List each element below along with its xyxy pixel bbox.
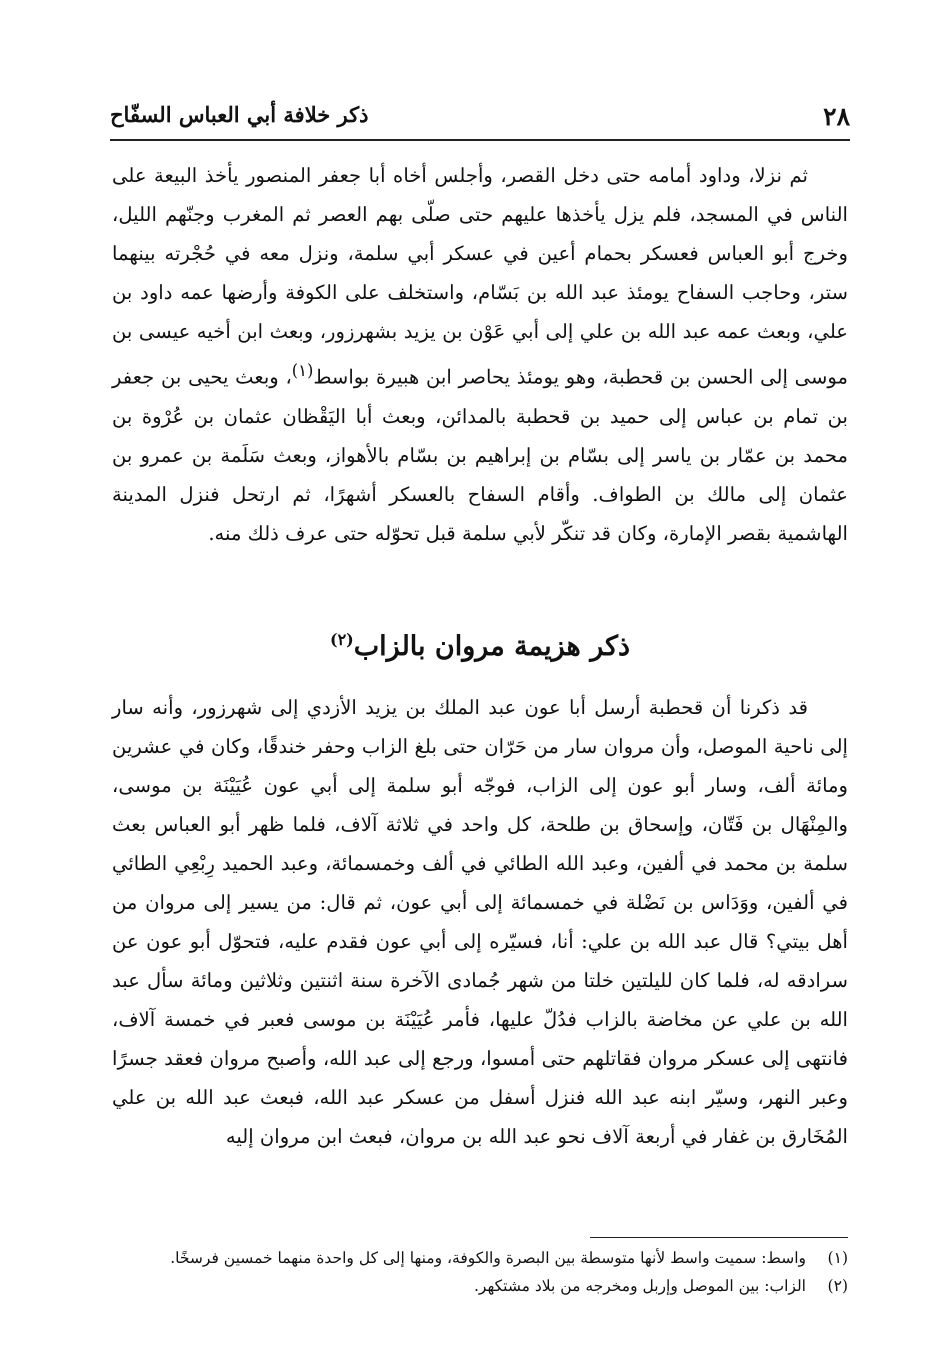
- footnote-ref-2: (٢): [330, 630, 354, 649]
- page-number: ٢٨: [823, 102, 850, 131]
- section-heading-text: ذكر هزيمة مروان بالزاب: [353, 631, 630, 662]
- paragraph-1-text: ثم نزلا، وداود أمامه حتى دخل القصر، وأجلس أخاه أبا جعفر المنصور يأخذ البيعة على الناس في المسجد، فلم يزل يأخذها عليهم حتى صلّى بهم العصر ثم المغرب وجنّهم الليل، وخرج أبو العباس فعسكر بحمام أعين في عسكر أبي سلمة، ونزل معه في حُجْرته بينهما ستر، وحاجب السفاح يومئذ عبد الله بن بَسّام، واستخلف على الكوفة وأرضها عمه داود بن علي، وبعث عمه عبد الله بن علي إلى أبي عَوْن بن يزيد بشهرزور، وبعث ابن أخيه عيسى بن موسى إلى الحسن بن قحطبة، وهو يومئذ يحاصر ابن هبيرة بواسط: [112, 164, 848, 389]
- header-rule: [110, 139, 850, 141]
- footnote-text: الزاب: بين الموصل وإربل ومخرجه من بلاد مشتكهر.: [473, 1277, 806, 1295]
- page-header: [110, 98, 850, 136]
- footnote-text: واسط: سميت واسط لأنها متوسطة بين البصرة والكوفة، ومنها إلى كل واحدة منهما خمسين فرسخًا.: [170, 1249, 806, 1267]
- footnote-ref-1: (١): [291, 361, 314, 380]
- running-title: ذكر خلافة أبي العباس السفّاح: [110, 102, 369, 127]
- footnote-1: [112, 1244, 848, 1272]
- footnote-separator: [590, 1237, 848, 1238]
- section-body-2: [112, 688, 848, 1156]
- paragraph-1-cont: ، وبعث يحيى بن جعفر بن تمام بن عباس إلى حميد بن قحطبة بالمدائن، وبعث أبا اليَقْظان عثمان بن عُرْوة بن محمد بن عمّار بن ياسر إلى بسّام بن إبراهيم بن بسّام بالأهواز، وبعث سَلَمة بن عمرو بن عثمان إلى مالك بن الطواف. وأقام السفاح بالعسكر أشهرًا، ثم ارتحل فنزل المدينة الهاشمية بقصر الإمارة، وكان قد تنكّر لأبي سلمة قبل تحوّله حتى عرف ذلك منه.: [112, 365, 848, 545]
- section-heading: [112, 612, 848, 668]
- footnote-number: (١): [827, 1249, 848, 1267]
- paragraph-2: قد ذكرنا أن قحطبة أرسل أبا عون عبد الملك بن يزيد الأزدي إلى شهرزور، وأنه سار إلى ناحية الموصل، وأن مروان سار من حَرّان حتى بلغ الزاب وحفر خندقًا، وكان في عشرين ومائة ألف، وسار أبو عون إلى الزاب، فوجّه أبو سلمة إلى أبي عون عُيَيْنَة بن موسى، والمِنْهَال بن فَتّان، وإسحاق بن طلحة، كل واحد في ثلاثة آلاف، فلما ظهر أبو العباس بعث سلمة بن محمد في ألفين، وعبد الله الطائي في ألف وخمسمائة، وعبد الحميد رِبْعِي الطائي في ألفين، ووَدَاس بن نَضْلة في خمسمائة إلى أبي عون، ثم قال: من يسير إلى مروان من أهل بيتي؟ قال عبد الله بن علي: أنا، فسيّره إلى أبي عون فقدم عليه، فتحوّل أبو عون عن سرادقه له، فلما كان لليلتين خلتا من شهر جُمادى الآخرة سنة اثنتين وثلاثين ومائة سأل عبد الله بن علي عن مخاضة بالزاب فدُلّ عليها، فأمر عُيَيْنَة بن موسى فعبر في خمسة آلاف، فانتهى إلى عسكر مروان فقاتلهم حتى أمسوا، ورجع إلى عبد الله، وأصبح مروان فعقد جسرًا وعبر النهر، وسيّر ابنه عبد الله فنزل أسفل من عسكر عبد الله، فبعث عبد الله بن علي المُخَارق بن غفار في أربعة آلاف نحو عبد الله بن مروان، فبعث ابن مروان إليه: [112, 696, 848, 1148]
- paragraph-1: [112, 156, 848, 553]
- footnote-number: (٢): [827, 1277, 848, 1295]
- footnote-2: [112, 1272, 848, 1300]
- footnotes: [112, 1244, 848, 1300]
- section-body-1: [112, 156, 848, 553]
